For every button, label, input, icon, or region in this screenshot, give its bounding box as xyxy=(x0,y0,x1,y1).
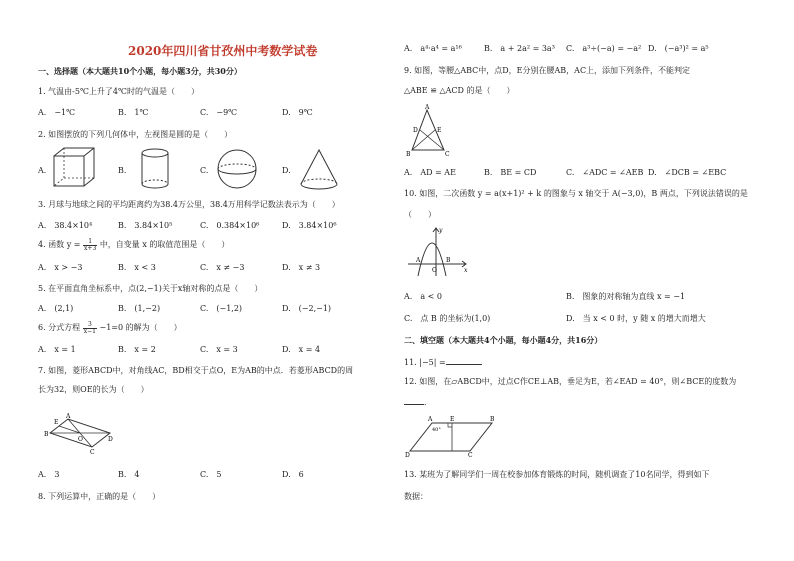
q8-option-c: C. a³÷(−a) = −a² xyxy=(566,44,642,53)
q8-stem: 8. 下列运算中，正确的是（ ） xyxy=(38,492,161,501)
q10-stem-line1: 10. 如图，二次函数 y = a(x+1)² + k 的图象与 x 轴交于 A(−3,0)，B 两点，下列说法错误的是 xyxy=(404,189,748,198)
q10-option-a: A. a < 0 xyxy=(404,292,442,301)
rhombus-label-e: E xyxy=(54,419,59,426)
q10-option-c: C. 点 B 的坐标为(1,0) xyxy=(404,314,491,323)
triangle-label-c: C xyxy=(445,151,450,158)
q4-fraction xyxy=(83,239,97,252)
parabola-origin-label: O xyxy=(432,267,437,274)
q5-option-b: B. (1,−2) xyxy=(118,304,161,313)
q5-option-c: C. (−1,2) xyxy=(200,304,243,313)
q9-option-d: D. ∠DCB = ∠EBC xyxy=(648,168,727,177)
q7-option-c: C. 5 xyxy=(200,470,222,479)
q4-fraction-denominator: x+3 xyxy=(84,244,97,252)
q7-stem-line1: 7. 如图，菱形ABCD中，对角线AC，BD相交于点O，E为AB的中点．若菱形ABCD的周 xyxy=(38,366,354,375)
q7-option-a: A. 3 xyxy=(38,470,60,479)
q4-option-c: C. x ≠ −3 xyxy=(200,263,245,272)
q8-option-a: A. a⁴·a⁴ = a¹⁶ xyxy=(404,44,462,53)
q3-option-d: D. 3.84×10⁶ xyxy=(282,221,337,230)
q9-stem-line1: 9. 如图，等腰△ABC中，点D，E分别在腰AB，AC上，添加下列条件，不能判定 xyxy=(404,66,691,75)
q4-stem-pre: 4. 函数 y = xyxy=(38,240,81,249)
q3-option-a: A. 38.4×10⁴ xyxy=(38,221,93,230)
rhombus-label-d: D xyxy=(108,436,113,443)
q1-option-c: C. −9℃ xyxy=(200,108,238,117)
triangle-label-e: E xyxy=(437,127,442,134)
q6-stem-pre: 6. 分式方程 xyxy=(38,323,81,332)
q8-option-b: B. a + 2a² = 3a³ xyxy=(484,44,555,53)
section-heading-fill: 二、填空题（本大题共4个小题，每小题4分，共16分） xyxy=(404,335,603,345)
q6-fraction xyxy=(83,322,97,335)
parallelogram-figure xyxy=(404,413,496,459)
parallelogram-angle-label: 40° xyxy=(432,427,441,433)
parallelogram-label-b: B xyxy=(490,416,495,423)
q3-stem: 3. 月球与地球之间的平均距离约为38.4万公里，38.4万用科学记数法表示为（ ） xyxy=(38,200,340,209)
q12-stem-line1: 12. 如图，在▱ABCD中，过点C作CE⊥AB，垂足为E，若∠EAD = 40°，则∠BCE的度数为 xyxy=(404,377,737,386)
q4-option-b: B. x < 3 xyxy=(118,263,156,272)
q12-answer-blank[interactable] xyxy=(404,396,424,405)
isosceles-triangle-figure xyxy=(404,104,454,158)
rhombus-label-a: A xyxy=(66,413,71,420)
q6-option-d: D. x = 4 xyxy=(282,345,321,354)
triangle-label-b: B xyxy=(406,151,411,158)
parallelogram-label-c: C xyxy=(468,452,473,459)
q11-stem-text: 11. |−5| = xyxy=(404,358,446,367)
q10-option-d: D. 当 x < 0 时，y 随 x 的增大而增大 xyxy=(566,314,706,323)
q2-option-c: C. xyxy=(200,166,209,175)
cylinder-figure xyxy=(140,148,170,190)
q6-stem xyxy=(38,321,182,335)
section-heading-choice: 一、选择题（本大题共10个小题，每小题3分，共30分） xyxy=(38,66,242,76)
parallelogram-label-a: A xyxy=(428,416,433,423)
q2-option-d: D. xyxy=(282,166,291,175)
q4-option-a: A. x > −3 xyxy=(38,263,83,272)
parabola-figure xyxy=(406,224,470,280)
rhombus-label-c: C xyxy=(90,449,95,456)
q4-fraction-numerator: 1 xyxy=(83,239,97,246)
q6-fraction-numerator: 3 xyxy=(83,322,97,329)
q2-stem: 2. 如图摆放的下列几何体中，左视图是圆的是（ ） xyxy=(38,130,233,139)
cone-figure xyxy=(298,148,340,192)
q13-stem-line2: 数据： xyxy=(404,492,428,501)
triangle-label-a: A xyxy=(425,104,430,111)
rhombus-figure xyxy=(42,412,114,456)
rhombus-label-o: O xyxy=(78,436,83,443)
q5-option-d: D. (−2,−1) xyxy=(282,304,332,313)
q4-stem-post: 中，自变量 x 的取值范围是（ ） xyxy=(99,240,230,249)
q2-option-b: B. xyxy=(118,166,127,175)
q3-option-b: B. 3.84×10⁵ xyxy=(118,221,173,230)
q6-stem-post: −1=0 的解为（ ） xyxy=(99,323,182,332)
q8-option-d: D. (−a³)² = a⁵ xyxy=(648,44,709,53)
parabola-point-a-label: A xyxy=(416,257,421,264)
q9-option-b: B. BE = CD xyxy=(484,168,537,177)
q9-option-c: C. ∠ADC = ∠AEB xyxy=(566,168,644,177)
q2-option-a: A. xyxy=(38,166,47,175)
cube-figure xyxy=(52,146,98,190)
q1-stem: 1. 气温由-5℃上升了4℃时的气温是（ ） xyxy=(38,87,199,96)
q6-fraction-denominator: x−1 xyxy=(83,327,96,335)
q9-stem-line2: △ABE ≌ △ACD 的是（ ） xyxy=(404,86,515,95)
q11-stem xyxy=(404,356,482,368)
q7-option-b: B. 4 xyxy=(118,470,140,479)
q13-stem-line1: 13. 某班为了解同学们一周在校参加体育锻炼的时间，随机调查了10名同学，得到如下 xyxy=(404,470,710,479)
q9-option-a: A. AD = AE xyxy=(404,168,456,177)
q6-option-b: B. x = 2 xyxy=(118,345,156,354)
q10-stem-line2: （ ） xyxy=(404,210,436,219)
q4-stem xyxy=(38,238,229,252)
q4-option-d: D. x ≠ 3 xyxy=(282,263,321,272)
parabola-axis-y-label: y xyxy=(439,227,443,234)
parabola-axis-x-label: x xyxy=(464,267,468,274)
q5-stem: 5. 在平面直角坐标系中，点(2,−1)关于x轴对称的点是（ ） xyxy=(38,284,263,293)
q10-option-b: B. 图象的对称轴为直线 x = −1 xyxy=(566,292,686,301)
q5-option-a: A. (2,1) xyxy=(38,304,74,313)
parabola-point-b-label: B xyxy=(446,257,451,264)
parallelogram-label-e: E xyxy=(450,416,455,423)
q1-option-b: B. 1℃ xyxy=(118,108,149,117)
triangle-label-d: D xyxy=(413,127,418,134)
parallelogram-label-d: D xyxy=(405,452,410,459)
q3-option-c: C. 0.384×10⁶ xyxy=(200,221,260,230)
q1-option-d: D. 9℃ xyxy=(282,108,313,117)
q7-stem-line2: 长为32，则OE的长为（ ） xyxy=(38,385,149,394)
q6-option-a: A. x = 1 xyxy=(38,345,76,354)
q1-option-a: A. −1℃ xyxy=(38,108,76,117)
sphere-figure xyxy=(215,148,259,190)
q12-stem-line2: ． xyxy=(404,396,432,408)
q11-answer-blank[interactable] xyxy=(446,356,482,365)
q6-option-c: C. x = 3 xyxy=(200,345,238,354)
exam-title: 2020年四川省甘孜州中考数学试卷 xyxy=(128,44,318,58)
rhombus-label-b: B xyxy=(44,431,49,438)
q7-option-d: D. 6 xyxy=(282,470,304,479)
